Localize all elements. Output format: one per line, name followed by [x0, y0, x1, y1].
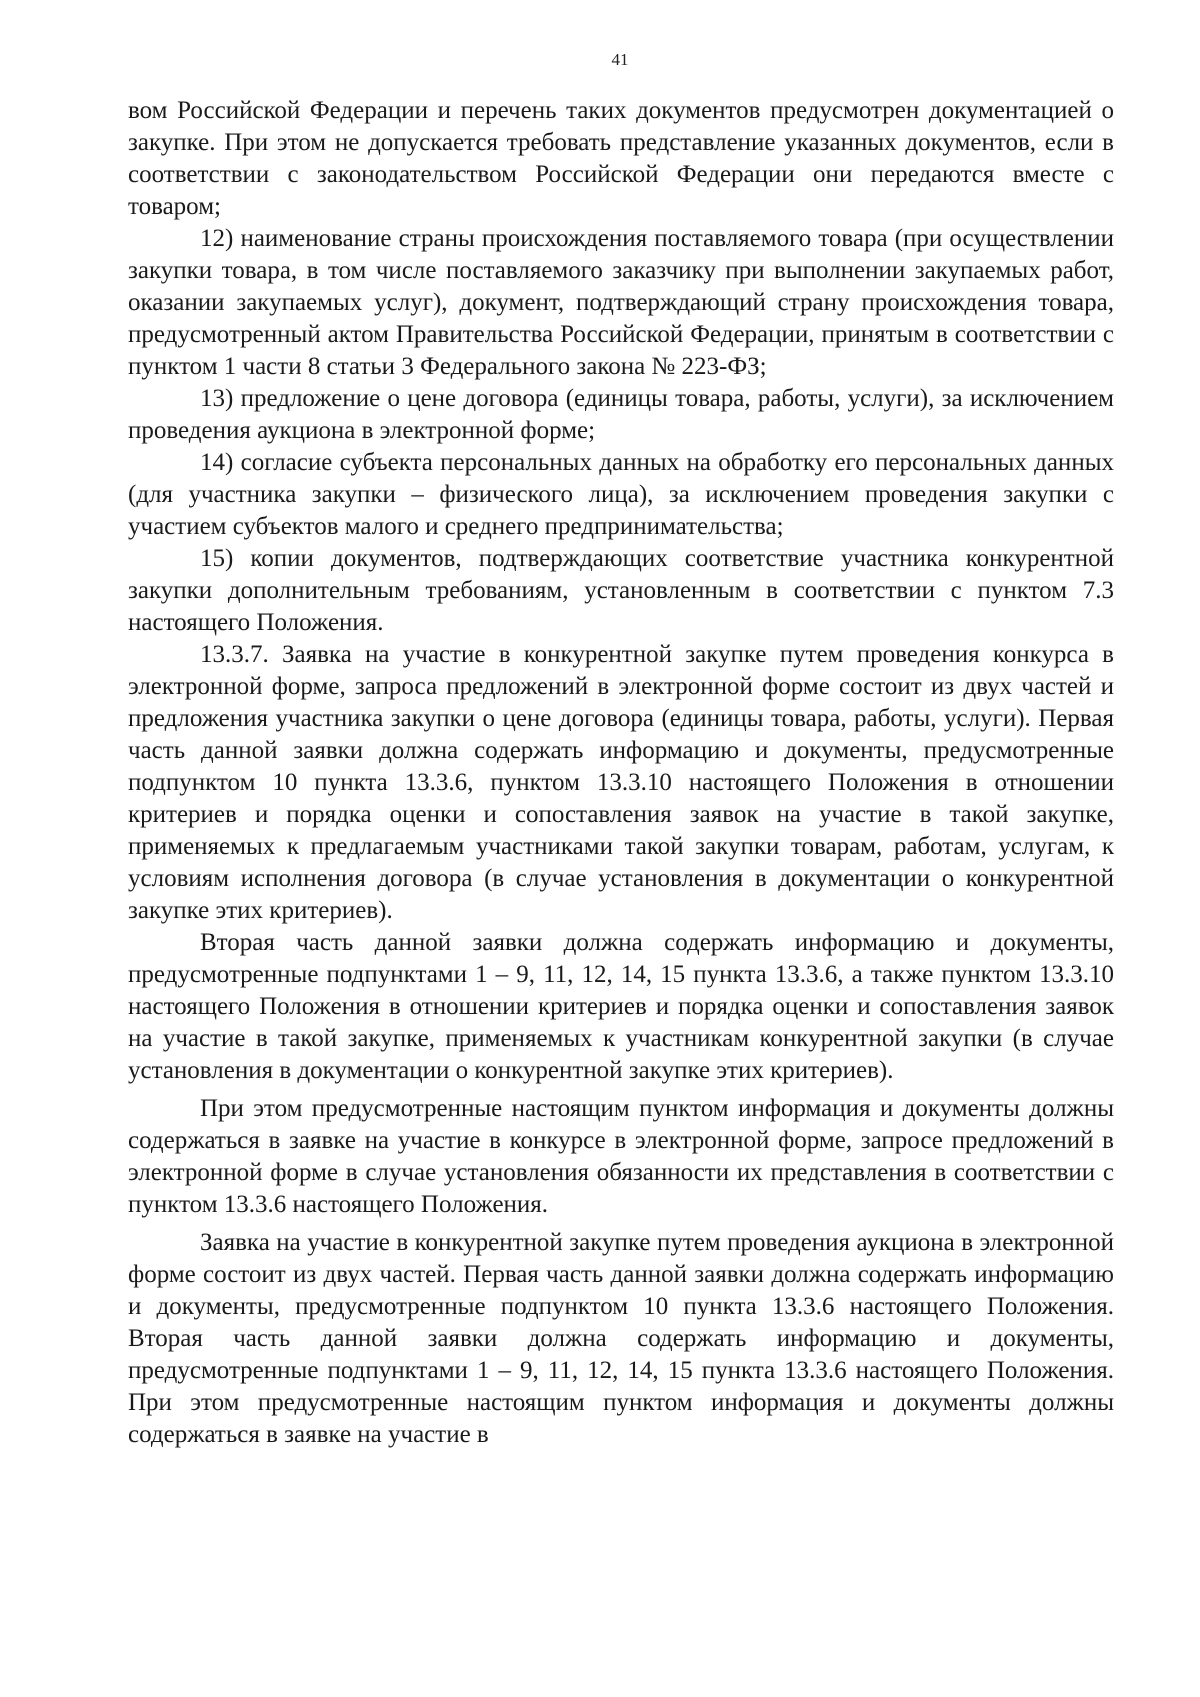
document-body: [128, 95, 1114, 1451]
paragraph-second-part: Вторая часть данной заявки должна содержать информацию и документы, предусмотренные подпунктами 1 – 9, 11, 12, 14, 15 пункта 13.3.6, а также пунктом 13.3.10 настоящего Положения в отношении критериев и порядка оценки и сопоставления заявок на участие в такой закупке, применяемых к участникам конкурентной закупки (в случае установления в документации о конкурентной закупке этих критериев).: [128, 929, 1114, 1084]
paragraph-continuation: вом Российской Федерации и перечень таких документов предусмотрен документацией о закупке. При этом не допускается требовать представление указанных документов, если в соответствии с законодательством Российской Федерации они передаются вместе с товаром;: [128, 97, 1114, 220]
list-item-15: 15) копии документов, подтверждающих соответствие участника конкурентной закупки дополнительным требованиям, установленным в соответствии с пунктом 7.3 настоящего Положения.: [128, 545, 1114, 636]
paragraph-info-documents: При этом предусмотренные настоящим пунктом информация и документы должны содержаться в заявке на участие в конкурсе в электронной форме, запросе предложений в электронной форме в случае установления обязанности их представления в соответствии с пунктом 13.3.6 настоящего Положения.: [128, 1095, 1114, 1218]
list-item-12: 12) наименование страны происхождения поставляемого товара (при осуществлении закупки товара, в том числе поставляемого заказчику при выполнении закупаемых работ, оказании закупаемых услуг), документ, подтверждающий страну происхождения товара, предусмотренный актом Правительства Российской Федерации, принятым в соответствии с пунктом 1 части 8 статьи 3 Федерального закона № 223-ФЗ;: [128, 225, 1114, 380]
list-item-13: 13) предложение о цене договора (единицы товара, работы, услуги), за исключением проведения аукциона в электронной форме;: [128, 385, 1114, 444]
list-item-14: 14) согласие субъекта персональных данных на обработку его персональных данных (для участника закупки – физического лица), за исключением проведения закупки с участием субъектов малого и среднего предпринимательства;: [128, 449, 1114, 540]
section-13-3-7: 13.3.7. Заявка на участие в конкурентной закупке путем проведения конкурса в электронной форме, запроса предложений в электронной форме состоит из двух частей и предложения участника закупки о цене договора (единицы товара, работы, услуги). Первая часть данной заявки должна содержать информацию и документы, предусмотренные подпунктом 10 пункта 13.3.6, пунктом 13.3.10 настоящего Положения в отношении критериев и порядка оценки и сопоставления заявок на участие в такой закупке, применяемых к предлагаемым участниками такой закупки товарам, работам, услугам, к условиям исполнения договора (в случае установления в документации о конкурентной закупке этих критериев).: [128, 641, 1114, 924]
page-number: 41: [611, 50, 629, 69]
paragraph-auction-application: Заявка на участие в конкурентной закупке путем проведения аукциона в электронной форме состоит из двух частей. Первая часть данной заявки должна содержать информацию и документы, предусмотренные подпунктом 10 пункта 13.3.6 настоящего Положения. Вторая часть данной заявки должна содержать информацию и документы, предусмотренные подпунктами 1 – 9, 11, 12, 14, 15 пункта 13.3.6 настоящего Положения. При этом предусмотренные настоящим пунктом информация и документы должны содержаться в заявке на участие в: [128, 1229, 1114, 1448]
